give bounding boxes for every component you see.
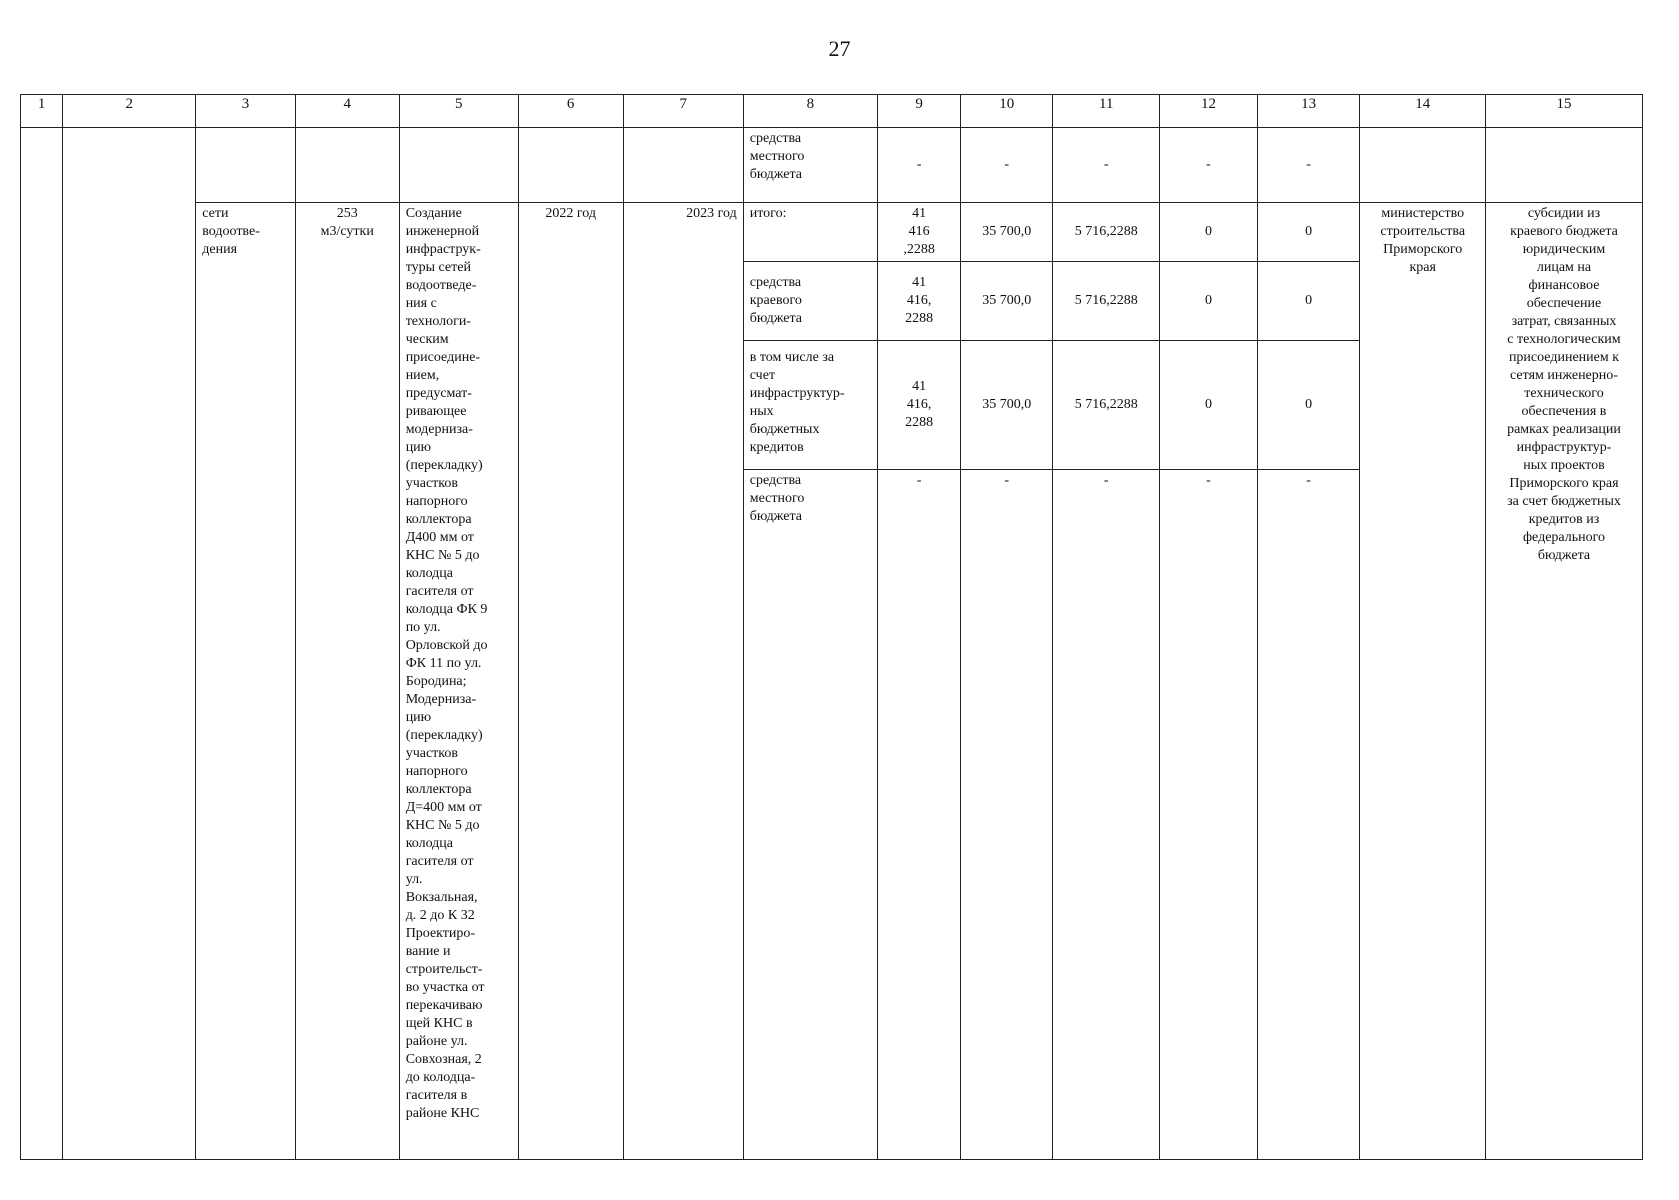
cell-col2 [63, 128, 196, 1160]
header-cell: 12 [1160, 95, 1257, 128]
funding-source: итого: [743, 203, 877, 262]
header-cell: 7 [623, 95, 743, 128]
value-col13: 0 [1257, 203, 1360, 262]
cell-col6 [518, 128, 623, 203]
table-row [21, 128, 1643, 203]
header-cell: 13 [1257, 95, 1360, 128]
funding-source: в том числе за счет инфраструктур- ных бюджетных кредитов [743, 341, 877, 470]
value-col12: 0 [1160, 203, 1257, 262]
funding-source: средства местного бюджета [749, 131, 805, 182]
header-cell: 14 [1360, 95, 1486, 128]
funding-source: средства краевого бюджета [743, 262, 877, 341]
end-year: 2023 год [623, 203, 743, 1160]
value-col9: - [877, 128, 960, 203]
value-col9: 41 416, 2288 [877, 262, 960, 341]
value-col10: 35 700,0 [961, 262, 1053, 341]
header-cell: 15 [1485, 95, 1642, 128]
program-table [20, 94, 1643, 1160]
table-row [21, 203, 1643, 262]
value-col12: 0 [1160, 341, 1257, 470]
header-cell: 9 [877, 95, 960, 128]
cell-col4 [295, 128, 399, 203]
value-col13: - [1257, 470, 1360, 1160]
value-col9: - [877, 470, 960, 1160]
object-description: Создание инженерной инфраструк- туры сетей водоотведе- ния с технологи- ческим присоедине- нием, предусмат- ривающее модерниза- цию (перекладку) участков напорного коллектора Д400 мм от КНС № 5 до колодца гасителя от колодца ФК 9 по ул. Орловской до ФК 11 по ул. Бородина; Модерниза- цию (перекладку) участков напорного коллектора Д=400 мм от КНС № 5 до колодца гасителя от ул. Вокзальная, д. 2 до К 32 Проектиро- вание и строительст- во участка от перекачиваю щей КНС в районе ул. Совхозная, 2 до колодца- гасителя в районе КНС [399, 203, 518, 1160]
cell-col5 [399, 128, 518, 203]
value-col11: 5 716,2288 [1053, 203, 1160, 262]
header-cell: 3 [196, 95, 296, 128]
start-year: 2022 год [518, 203, 623, 1160]
value-col11: 5 716,2288 [1053, 262, 1160, 341]
header-cell: 8 [743, 95, 877, 128]
cell-col8 [743, 128, 877, 203]
value-col12: 0 [1160, 262, 1257, 341]
cell-col14 [1360, 128, 1486, 203]
header-cell: 11 [1053, 95, 1160, 128]
value-col11: 5 716,2288 [1053, 341, 1160, 470]
value-col13: - [1257, 128, 1360, 203]
object-type: сети водоотве- дения [196, 203, 296, 1160]
funding-mechanism: субсидии из краевого бюджета юридическим лицам на финансовое обеспечение затрат, связанных с технологическим присоединением к сетям инженерно- технического обеспечения в рамках реализации инфраструктур- ных проектов Приморского края за счет бюджетных кредитов из федерального бюджета [1485, 203, 1642, 1160]
cell-col1 [21, 128, 63, 1160]
header-cell: 6 [518, 95, 623, 128]
value-col10: 35 700,0 [961, 341, 1053, 470]
page-number: 27 [828, 36, 851, 61]
value-col13: 0 [1257, 262, 1360, 341]
header-cell: 4 [295, 95, 399, 128]
header-cell: 5 [399, 95, 518, 128]
cell-col15 [1485, 128, 1642, 203]
value-col9: 41 416 ,2288 [877, 203, 960, 262]
value-col10: - [961, 470, 1053, 1160]
value-col13: 0 [1257, 341, 1360, 470]
header-cell: 10 [961, 95, 1053, 128]
cell-col3 [196, 128, 296, 203]
value-col9: 41 416, 2288 [877, 341, 960, 470]
value-col11: - [1053, 128, 1160, 203]
value-col10: 35 700,0 [961, 203, 1053, 262]
header-cell: 1 [21, 95, 63, 128]
header-cell: 2 [63, 95, 196, 128]
value-col12: - [1160, 470, 1257, 1160]
funding-source: средства местного бюджета [743, 470, 877, 1160]
value-col11: - [1053, 470, 1160, 1160]
responsible-body: министерство строительства Приморского края [1360, 203, 1486, 1160]
capacity: 253 м3/сутки [295, 203, 399, 1160]
value-col12: - [1160, 128, 1257, 203]
value-col10: - [961, 128, 1053, 203]
header-row [21, 95, 1643, 128]
cell-col7 [623, 128, 743, 203]
